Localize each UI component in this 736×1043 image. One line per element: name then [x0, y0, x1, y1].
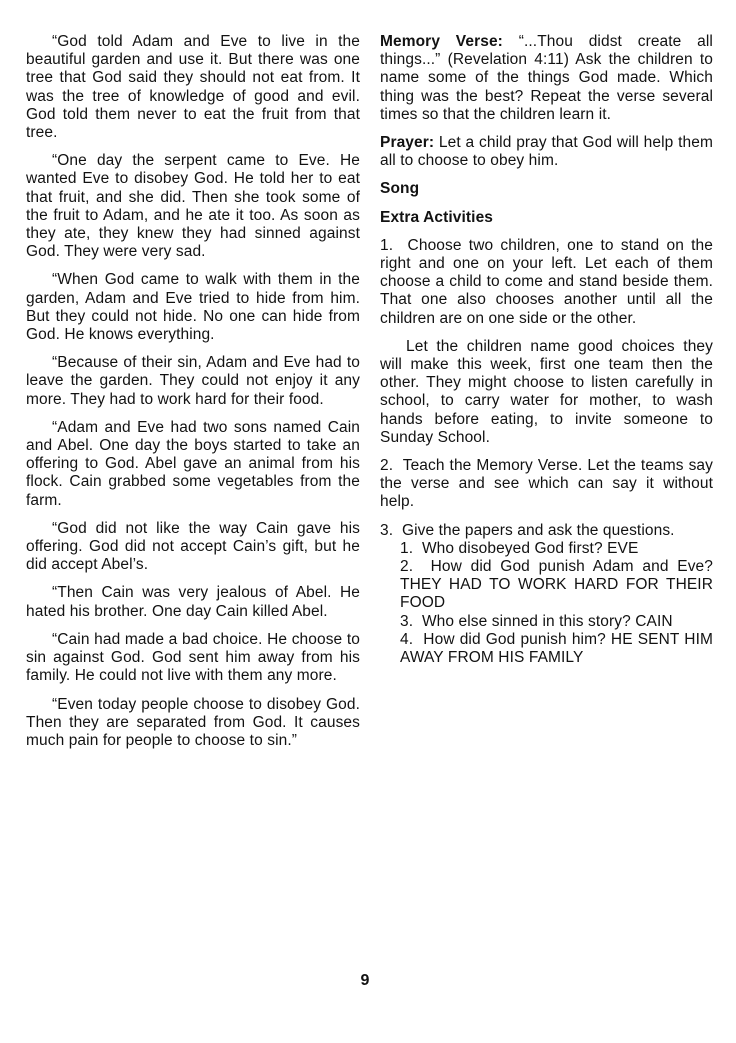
activity-item: 3. Give the papers and ask the questions. — [380, 521, 675, 539]
memory-verse-text: “...Thou didst create all things...” (Revelation 4:11) Ask the children to name some of the things God made. Which thing was the best? Repeat the verse several times so that the children learn it. — [380, 33, 713, 123]
story-paragraph: “When God came to walk with them in the garden, Adam and Eve tried to hide from him. But they could not hide. No one can hide from God. He knows everything. — [26, 271, 360, 344]
story-paragraph: “God did not like the way Cain gave his offering. God did not accept Cain’s gift, but he did accept Abel’s. — [26, 519, 360, 574]
right-column — [380, 33, 713, 760]
question-answer: 1. Who disobeyed God first? EVE — [400, 539, 639, 557]
prayer-label: Prayer: — [380, 134, 435, 152]
song-heading: Song — [380, 180, 420, 198]
page-number: 9 — [360, 972, 370, 989]
question-answer: 3. Who else sinned in this story? CAIN — [400, 612, 673, 630]
activity-item: 2. Teach the Memory Verse. Let the teams say the verse and see which can say it without help. — [380, 457, 713, 511]
prayer-text: Let a child pray that God will help them all to choose to obey him. — [380, 134, 713, 170]
activity-item: Let the children name good choices they will make this week, first one team then the other. They might choose to listen carefully in school, to carry water for mother, to wash hands before eating, to invite someone to Sunday School. — [380, 337, 713, 446]
story-paragraph: “One day the serpent came to Eve. He wanted Eve to disobey God. He told her to eat that fruit, and she did. Then she took some of the fruit to Adam, and he ate it too. As soon as they ate, they knew they had sinned against God. They were very sad. — [26, 152, 360, 261]
story-paragraph: “Even today people choose to disobey God. Then they are separated from God. It causes much pain for people to choose to sin.” — [26, 695, 360, 749]
memory-verse-label: Memory Verse: — [380, 33, 503, 50]
question-answer: 2. How did God punish Adam and Eve? THEY HAD TO WORK HARD FOR THEIR FOOD — [400, 558, 713, 612]
story-paragraph: “Adam and Eve had two sons named Cain and Abel. One day the boys started to take an offering to God. Abel gave an animal from his flock. Cain grabbed some vegetables from the farm. — [26, 418, 360, 509]
prayer-paragraph — [380, 134, 713, 170]
story-paragraph: “Cain had made a bad choice. He choose to sin against God. God sent him away from his family. He could not live with them any more. — [26, 630, 360, 685]
story-paragraph: “God told Adam and Eve to live in the beautiful garden and use it. But there was one tree that God said they should not eat from. It was the tree of knowledge of good and evil. God told them never to eat the fruit from that tree. — [26, 33, 360, 142]
story-paragraph: “Then Cain was very jealous of Abel. He hated his brother. One day Cain killed Abel. — [26, 584, 360, 620]
extra-activities-heading: Extra Activities — [380, 208, 494, 226]
question-answer: 4. How did God punish him? HE SENT HIM AWAY FROM HIS FAMILY — [400, 630, 713, 667]
questions-block — [400, 540, 713, 667]
memory-verse-paragraph — [380, 33, 713, 124]
story-paragraph: “Because of their sin, Adam and Eve had to leave the garden. They could not enjoy it any more. They had to work hard for their food. — [26, 354, 360, 408]
activity-item: 1. Choose two children, one to stand on the right and one on your left. Let each of them choose a child to come and stand beside them. That one also chooses another until all the children are on one side or the other. — [380, 236, 713, 327]
left-column — [26, 33, 360, 760]
